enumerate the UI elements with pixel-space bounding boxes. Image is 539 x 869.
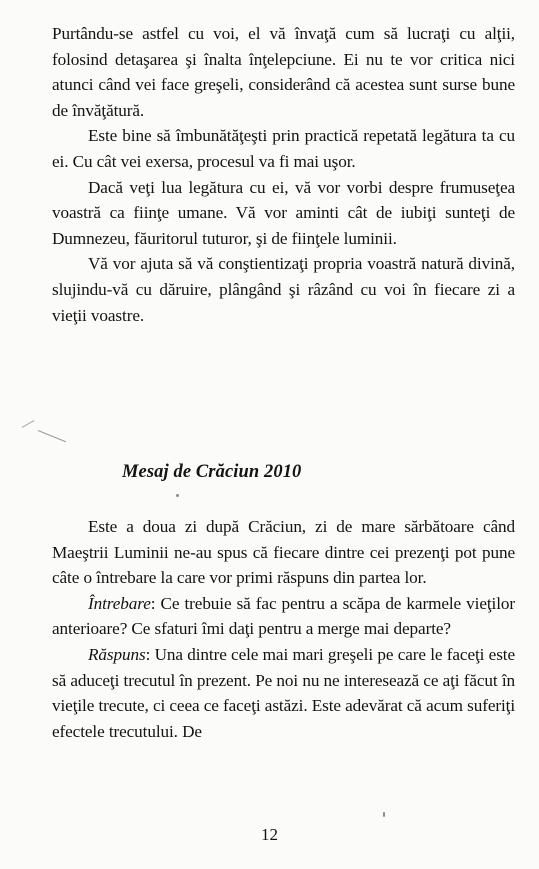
answer-paragraph — [52, 642, 515, 744]
answer-label: Răspuns — [88, 644, 146, 664]
stray-mark — [176, 494, 179, 497]
bottom-text-block — [52, 514, 515, 744]
paragraph: Vă vor ajuta să vă conştientizaţi propria voastră natură divină, slujindu-vă cu dăruire, plângând şi râzând cu voi în fiecare zi a vieţii voastre. — [52, 254, 515, 325]
page-number: 12 — [261, 825, 278, 844]
answer-text: : Una dintre cele mai mari greşeli pe care le faceţi este să aduceţi trecutul în prezent. Pe noi nu ne interesează ce aţi făcut în vieţile trecute, ci ceea ce faceţi astăzi. Este adevărat că acum suferiţi efectele trecutului. De — [52, 644, 515, 741]
intro-paragraph: Este a doua zi după Crăciun, zi de mare sărbătoare când Maeştrii Luminii ne-au spus că fiecare dintre cei prezenţi pot pune câte o întrebare la care vor primi răspuns din partea lor. — [52, 517, 515, 588]
question-label: Întrebare — [88, 593, 151, 613]
paragraph: Este bine să îmbunătăţeşti prin practică repetată legătura ta cu ei. Cu cât vei exersa, procesul va fi mai uşor. — [52, 126, 515, 171]
top-text-block — [52, 21, 515, 328]
section-heading: Mesaj de Crăciun 2010 — [122, 462, 302, 482]
paragraph: Dacă veţi lua legătura cu ei, vă vor vorbi despre frumuseţea voastră ca fiinţe umane. Vă vor aminti cât de iubiţi sunteţi de Dumnezeu, făuritorul tuturor, şi de fiinţele luminii. — [52, 177, 515, 248]
stray-mark — [38, 430, 66, 442]
stray-mark — [383, 812, 385, 817]
question-text: : Ce trebuie să fac pentru a scăpa de karmele vieţilor anterioare? Ce sfaturi îmi daţi pentru a merge mai departe? — [52, 593, 515, 639]
question-paragraph — [52, 591, 515, 642]
stray-mark — [22, 420, 35, 428]
paragraph: Purtându-se astfel cu voi, el vă învaţă cum să lucraţi cu alţii, folosind detaşarea şi înalta înţelepciune. Ei nu te vor critica nici atunci când vei face greşeli, considerând că acestea sunt surse bune de învăţătură. — [52, 24, 515, 120]
